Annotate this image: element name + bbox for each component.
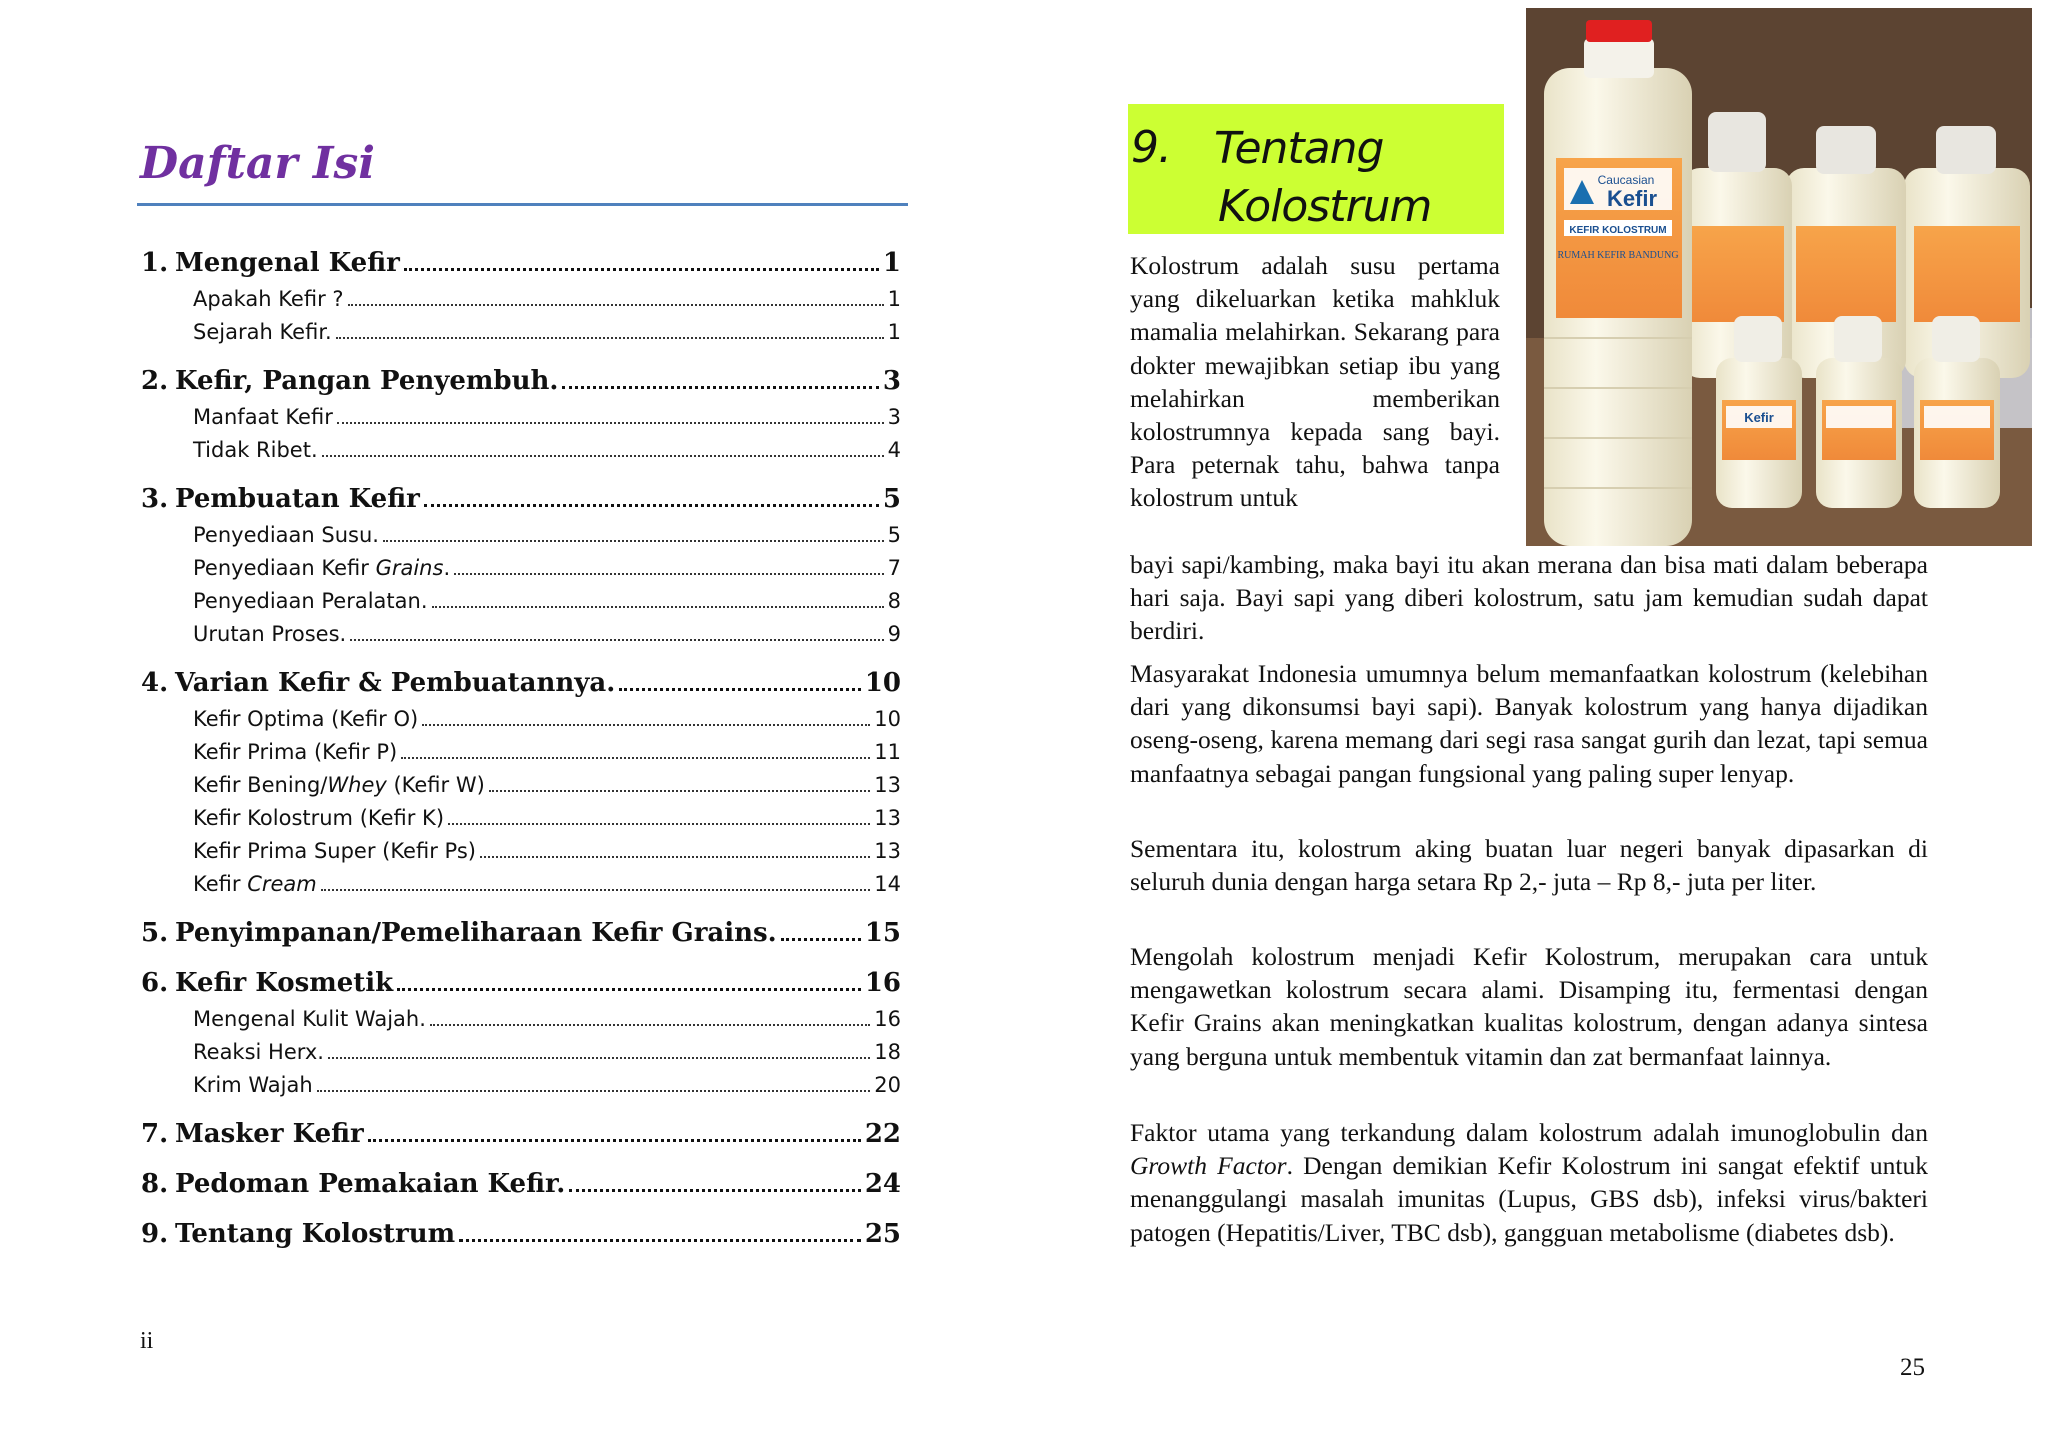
- toc-subentry-title: Reaksi Herx.: [193, 1040, 324, 1064]
- toc-num: 4.: [141, 668, 169, 698]
- toc-leader: [430, 1024, 870, 1026]
- toc-entry-title: Varian Kefir & Pembuatannya.: [175, 668, 616, 698]
- toc-entry[interactable]: [141, 1214, 901, 1254]
- toc-section-5: [141, 913, 901, 953]
- toc-page: 14: [874, 872, 901, 896]
- toc-page: 3: [887, 405, 901, 429]
- toc-subentry[interactable]: [141, 1036, 901, 1069]
- toc-subentry[interactable]: [141, 618, 901, 651]
- chapter-title-line1: Tentang: [1214, 123, 1384, 174]
- toc-leader: [480, 856, 870, 858]
- toc-page: 7: [887, 556, 901, 580]
- toc-subentry-title: Kefir Cream: [193, 872, 317, 896]
- toc-subentry-title: Manfaat Kefir: [193, 405, 333, 429]
- toc-subentry-title: Penyediaan Susu.: [193, 523, 379, 547]
- toc-entry-title: Pedoman Pemakaian Kefir.: [175, 1169, 566, 1199]
- toc-page: 1: [882, 248, 901, 278]
- big-label-brand: Caucasian: [1597, 173, 1655, 187]
- toc-page: 13: [874, 773, 901, 797]
- toc-page: 10: [874, 707, 901, 731]
- toc-subentry-title: Tidak Ribet.: [193, 438, 318, 462]
- page-number-left: ii: [140, 1328, 154, 1354]
- toc-page: 13: [874, 806, 901, 830]
- toc-subentry[interactable]: [141, 552, 901, 585]
- toc-leader: [404, 268, 879, 271]
- toc-section-2: [141, 361, 901, 467]
- toc-subentry-title: Kefir Prima (Kefir P): [193, 740, 398, 764]
- chapter-number: 9.: [1131, 122, 1171, 173]
- toc-entry[interactable]: [141, 479, 901, 519]
- toc-entry[interactable]: [141, 913, 901, 953]
- toc-entry-title: Tentang Kolostrum: [175, 1219, 456, 1249]
- paragraph-1: bayi sapi/kambing, maka bayi itu akan merana dan bisa mati dalam beberapa hari saja. Bayi sapi yang diberi kolostrum, satu jam kemudian sudah dapat berdiri.: [1130, 550, 1928, 646]
- toc-subentry[interactable]: [141, 736, 901, 769]
- toc-leader: [321, 889, 871, 891]
- toc-leader: [348, 304, 884, 306]
- toc-leader: [317, 1090, 871, 1092]
- toc-page: 10: [864, 668, 901, 698]
- toc-entry[interactable]: [141, 243, 901, 283]
- paragraph-2: Masyarakat Indonesia umumnya belum memanfaatkan kolostrum (kelebihan dari yang dikonsumsi bayi sapi). Banyak kolostrum yang hanya dijadikan oseng-oseng, karena memang dari segi rasa sangat gurih dan lezat, tapi semua manfaatnya sebagai pangan fungsional yang paling super lenyap.: [1130, 659, 1928, 788]
- kefir-bottles-photo: [1526, 8, 2032, 546]
- toc-leader: [368, 1139, 861, 1142]
- small-label-title: Kefir: [1744, 410, 1774, 425]
- intro-paragraph: Kolostrum adalah susu pertama yang dikeluarkan ketika mahkluk mamalia melahirkan. Sekarang para dokter mewajibkan setiap ibu yang melahirkan memberikan kolostrumnya kepada sang bayi. Para peternak tahu, bahwa tanpa kolostrum untuk: [1130, 251, 1500, 513]
- toc-title: Daftar Isi: [140, 138, 375, 189]
- paragraph-4: Mengolah kolostrum menjadi Kefir Kolostrum, merupakan cara untuk mengawetkan kolostrum secara alami. Disamping itu, fermentasi dengan Kefir Grains akan meningkatkan kualitas kolostrum, dengan adanya sintesa yang berguna untuk membentuk vitamin dan zat bermanfaat lainnya.: [1130, 942, 1928, 1071]
- table-of-contents: [141, 243, 901, 1264]
- toc-subentry-title: Penyediaan Kefir Grains.: [193, 556, 451, 580]
- toc-section-8: [141, 1164, 901, 1204]
- toc-leader: [432, 606, 884, 608]
- toc-num: 8.: [141, 1169, 169, 1199]
- toc-subentry-title: Sejarah Kefir.: [193, 320, 332, 344]
- toc-subentry-title: Urutan Proses.: [193, 622, 347, 646]
- toc-page: 1: [887, 320, 901, 344]
- toc-leader: [562, 386, 878, 389]
- toc-leader: [454, 573, 884, 575]
- toc-leader: [328, 1057, 870, 1059]
- toc-num: 9.: [141, 1219, 169, 1249]
- toc-page: 22: [864, 1119, 901, 1149]
- toc-page: 11: [874, 740, 901, 764]
- toc-leader: [350, 639, 883, 641]
- toc-subentry-title: Apakah Kefir ?: [193, 287, 344, 311]
- toc-page: 16: [874, 1007, 901, 1031]
- toc-entry-title: Penyimpanan/Pemeliharaan Kefir Grains.: [175, 918, 777, 948]
- toc-num: 5.: [141, 918, 169, 948]
- toc-leader: [459, 1239, 861, 1242]
- toc-section-6: [141, 963, 901, 1102]
- title-underline: [137, 203, 908, 206]
- toc-leader: [401, 757, 870, 759]
- big-label-title: Kefir: [1606, 186, 1658, 211]
- toc-entry-title: Mengenal Kefir: [175, 248, 400, 278]
- toc-subentry[interactable]: [141, 835, 901, 868]
- toc-page: 4: [887, 438, 901, 462]
- toc-subentry[interactable]: [141, 283, 901, 316]
- toc-entry-title: Kefir Kosmetik: [175, 968, 394, 998]
- toc-page: 5: [887, 523, 901, 547]
- toc-leader: [424, 504, 879, 507]
- chapter-title-line2: Kolostrum: [1218, 181, 1432, 232]
- page-number-right: 25: [1900, 1354, 1925, 1381]
- toc-entry[interactable]: [141, 663, 901, 703]
- toc-entry-title: Masker Kefir: [175, 1119, 364, 1149]
- toc-subentry[interactable]: [141, 316, 901, 349]
- toc-subentry[interactable]: [141, 585, 901, 618]
- toc-subentry[interactable]: [141, 769, 901, 802]
- toc-subentry-title: Mengenal Kulit Wajah.: [193, 1007, 426, 1031]
- toc-entry[interactable]: [141, 1114, 901, 1154]
- kefir-bottles-illustration: [1526, 8, 2032, 546]
- toc-subentry[interactable]: [141, 703, 901, 736]
- paragraph-3: Sementara itu, kolostrum aking buatan luar negeri banyak dipasarkan di seluruh dunia dengan harga setara Rp 2,- juta – Rp 8,- juta per liter.: [1130, 834, 1928, 897]
- toc-page: 18: [874, 1040, 901, 1064]
- toc-entry[interactable]: [141, 361, 901, 401]
- toc-leader: [337, 422, 884, 424]
- toc-subentry[interactable]: [141, 868, 901, 901]
- toc-page: 24: [864, 1169, 901, 1199]
- toc-section-4: [141, 663, 901, 901]
- paragraph-5: Faktor utama yang terkandung dalam kolostrum adalah imunoglobulin dan Growth Factor. Dengan demikian Kefir Kolostrum ini sangat efektif untuk menanggulangi masalah imunitas (Lupus, GBS dsb), infeksi virus/bakteri patogen (Hepatitis/Liver, TBC dsb), gangguan metabolisme (diabetes dsb).: [1130, 1118, 1928, 1247]
- toc-num: 3.: [141, 484, 169, 514]
- big-label-line1: KEFIR KOLOSTRUM: [1569, 225, 1667, 236]
- toc-section-1: [141, 243, 901, 349]
- toc-section-7: [141, 1114, 901, 1154]
- toc-leader: [489, 790, 870, 792]
- toc-num: 1.: [141, 248, 169, 278]
- toc-leader: [781, 938, 861, 941]
- toc-section-3: [141, 479, 901, 651]
- toc-leader: [422, 724, 870, 726]
- toc-subentry[interactable]: [141, 434, 901, 467]
- toc-subentry[interactable]: [141, 1003, 901, 1036]
- toc-subentry[interactable]: [141, 802, 901, 835]
- toc-page: 5: [882, 484, 901, 514]
- toc-subentry[interactable]: [141, 1069, 901, 1102]
- toc-entry-title: Pembuatan Kefir: [175, 484, 420, 514]
- toc-subentry-title: Krim Wajah: [193, 1073, 313, 1097]
- toc-page: 25: [864, 1219, 901, 1249]
- toc-subentry-title: Kefir Bening/Whey (Kefir W): [193, 773, 485, 797]
- toc-entry-title: Kefir, Pangan Penyembuh.: [175, 366, 559, 396]
- toc-num: 2.: [141, 366, 169, 396]
- big-label-line2: RUMAH KEFIR BANDUNG: [1557, 250, 1679, 261]
- toc-subentry-title: Kefir Kolostrum (Kefir K): [193, 806, 445, 830]
- toc-subentry-title: Kefir Prima Super (Kefir Ps): [193, 839, 476, 863]
- toc-leader: [336, 337, 884, 339]
- toc-leader: [569, 1189, 860, 1192]
- toc-page: 15: [864, 918, 901, 948]
- toc-page: 3: [882, 366, 901, 396]
- toc-page: 9: [887, 622, 901, 646]
- toc-leader: [322, 455, 884, 457]
- toc-subentry-title: Penyediaan Peralatan.: [193, 589, 428, 613]
- toc-leader: [383, 540, 884, 542]
- toc-subentry[interactable]: [141, 519, 901, 552]
- toc-subentry-title: Kefir Optima (Kefir O): [193, 707, 419, 731]
- toc-page: 16: [864, 968, 901, 998]
- toc-section-9: [141, 1214, 901, 1254]
- toc-entry[interactable]: [141, 963, 901, 1003]
- toc-entry[interactable]: [141, 1164, 901, 1204]
- chapter-title: [1214, 120, 1431, 236]
- toc-page: 8: [887, 589, 901, 613]
- toc-leader: [448, 823, 870, 825]
- toc-num: 7.: [141, 1119, 169, 1149]
- toc-page: 13: [874, 839, 901, 863]
- toc-leader: [619, 688, 861, 691]
- toc-page: 1: [887, 287, 901, 311]
- toc-page: 20: [874, 1073, 901, 1097]
- toc-leader: [397, 988, 861, 991]
- toc-num: 6.: [141, 968, 169, 998]
- toc-subentry[interactable]: [141, 401, 901, 434]
